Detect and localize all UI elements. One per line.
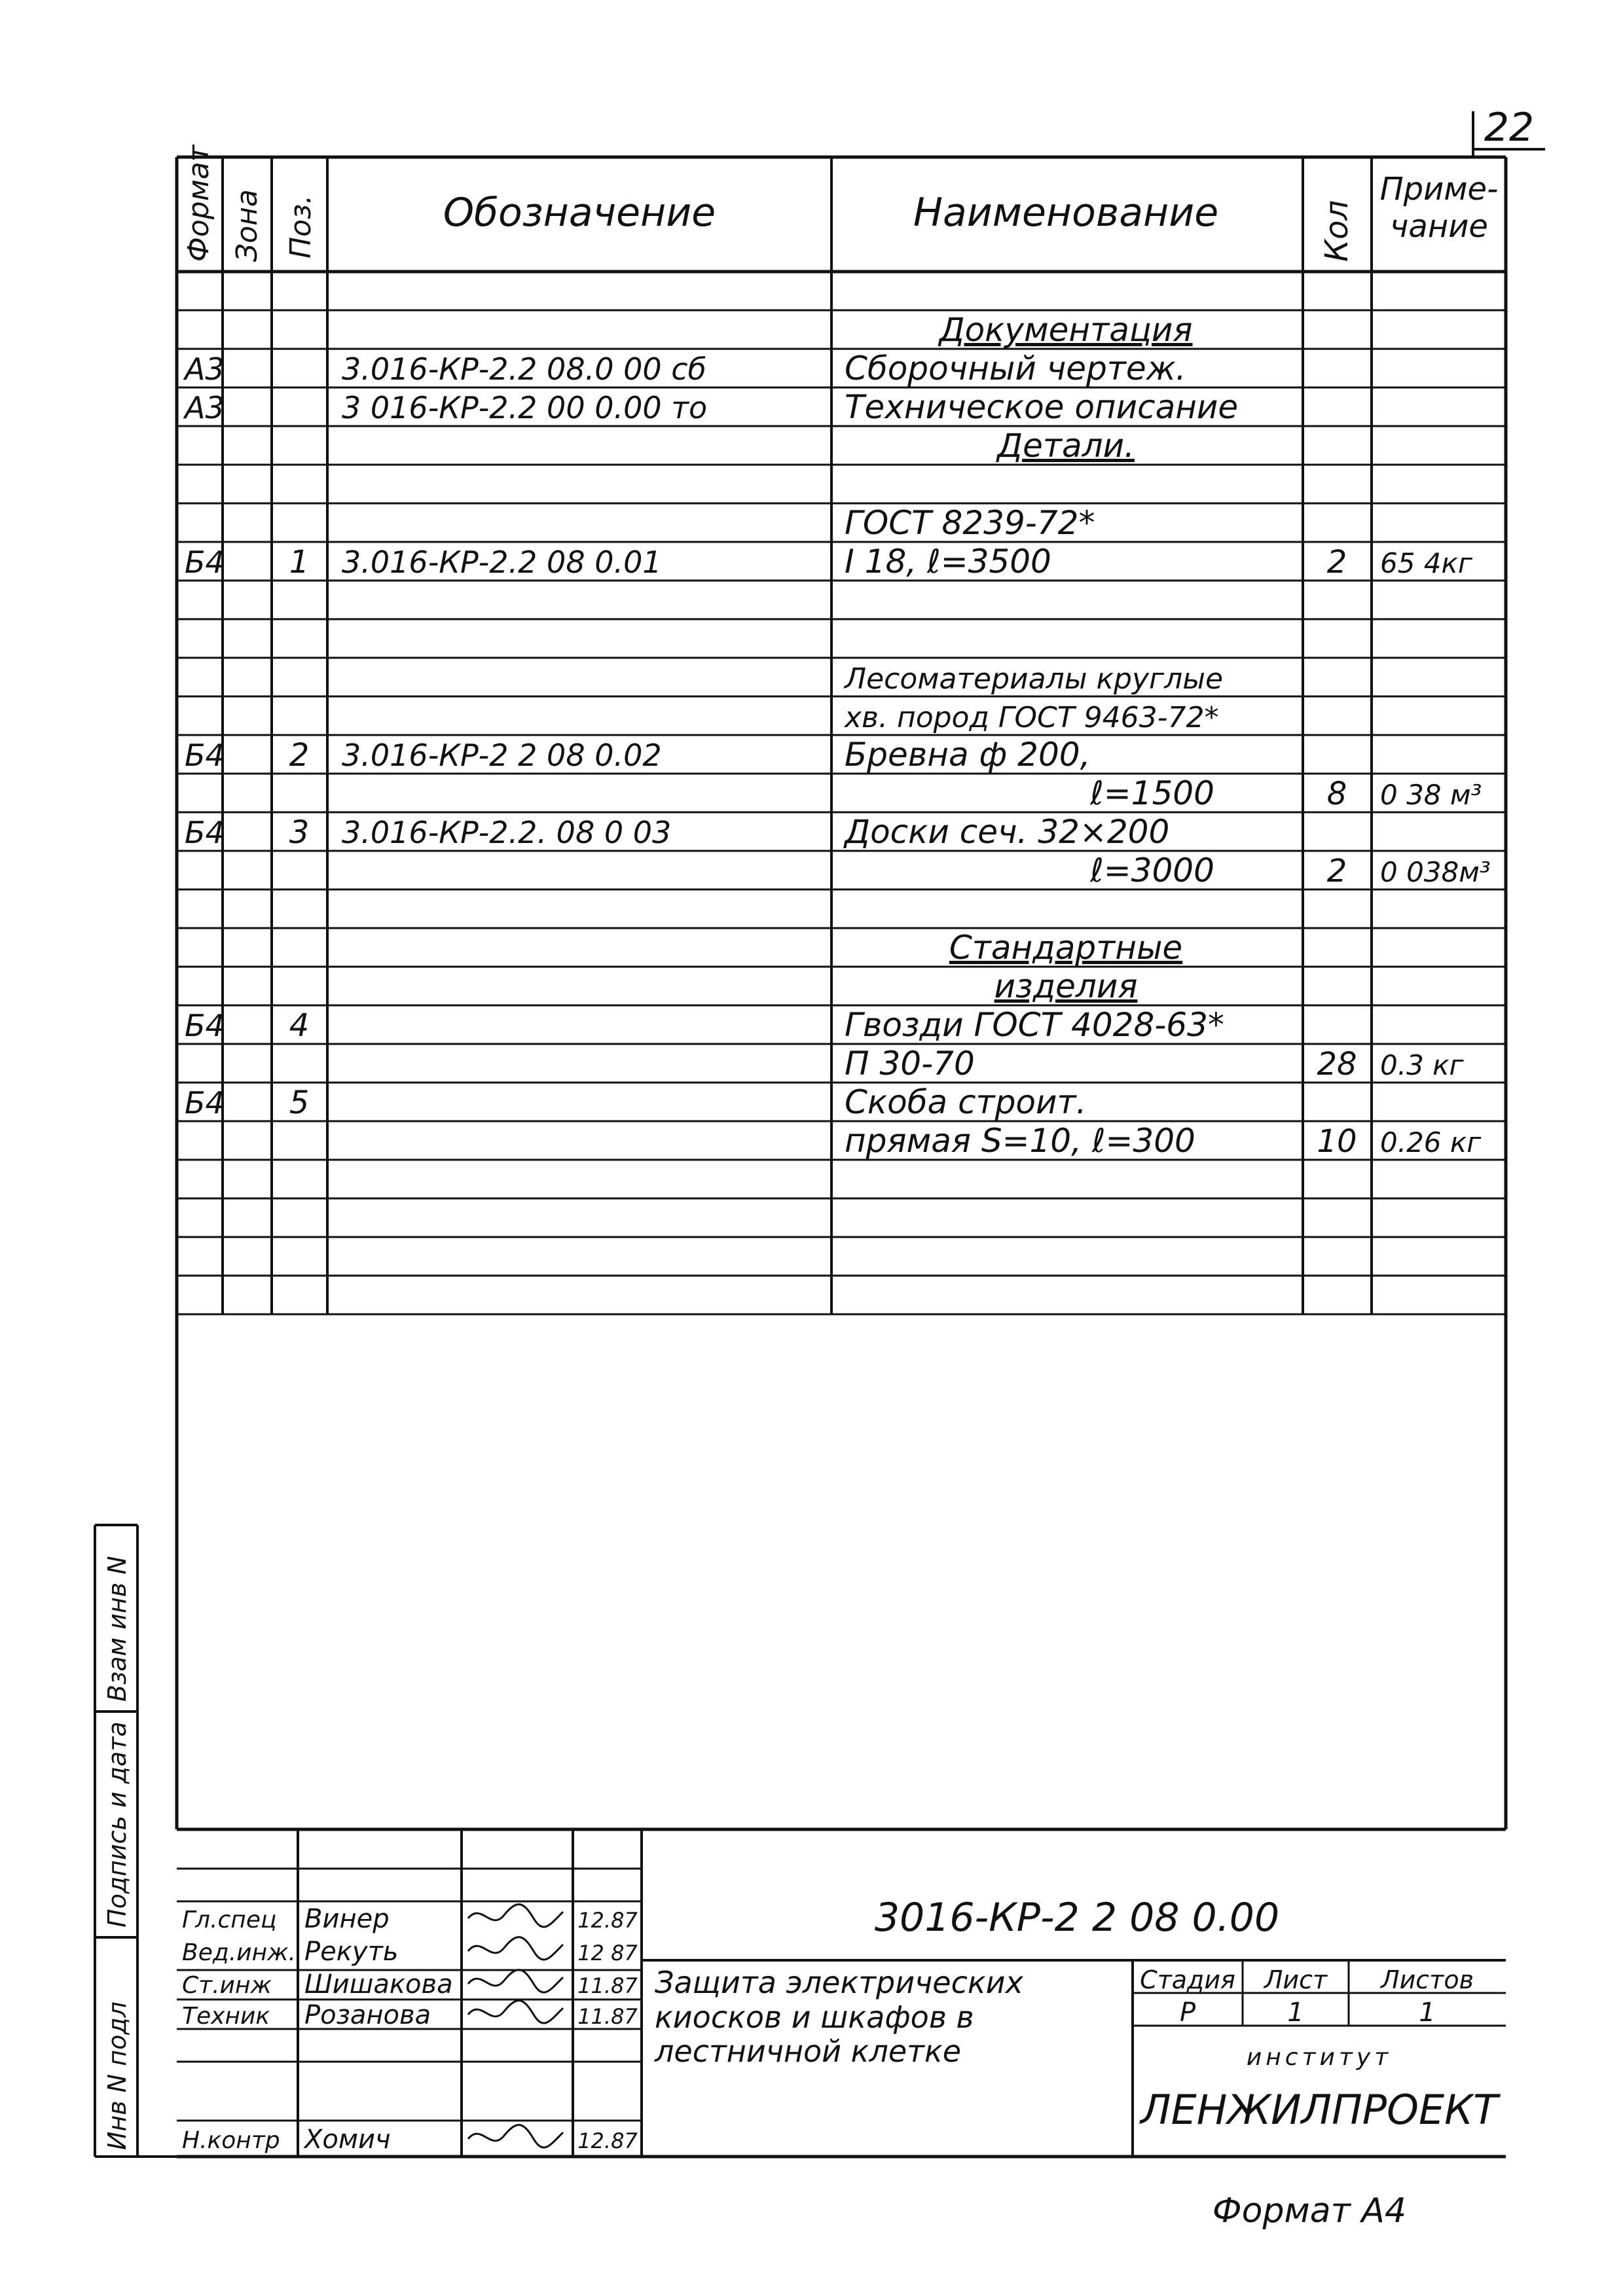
signer-date: 12.87 bbox=[577, 2128, 638, 2153]
stage-label: Стадия bbox=[1140, 1965, 1235, 1994]
row-name: хв. пород ГОСТ 9463-72* bbox=[845, 701, 1219, 734]
row-qty: 8 bbox=[1326, 776, 1347, 812]
sheet-label: Лист bbox=[1264, 1965, 1328, 1994]
row-name: Документация bbox=[939, 311, 1193, 349]
row-designation: 3.016-КР-2.2 08.0 00 сб bbox=[342, 351, 706, 387]
row-format: Б4 bbox=[185, 738, 225, 773]
signature-scribble bbox=[468, 1970, 563, 1993]
signer-name: Рекуть bbox=[304, 1937, 399, 1967]
signer-name: Розанова bbox=[304, 2000, 431, 2030]
row-note: 65 4кг bbox=[1380, 547, 1472, 579]
header-name: Наименование bbox=[913, 190, 1219, 236]
row-name: Скоба строит. bbox=[845, 1083, 1087, 1121]
row-name: изделия bbox=[994, 967, 1138, 1005]
row-pos: 1 bbox=[289, 544, 310, 581]
row-pos: 5 bbox=[289, 1085, 310, 1121]
sheet-number: 22 bbox=[1484, 105, 1535, 151]
row-name: Доски сеч. 32×200 bbox=[845, 813, 1170, 851]
row-note: 0 038м³ bbox=[1380, 856, 1491, 888]
row-format: Б4 bbox=[185, 1008, 225, 1043]
signer-name: Хомич bbox=[304, 2125, 391, 2155]
row-name: Техническое описание bbox=[845, 388, 1239, 426]
signature-scribble bbox=[468, 2125, 563, 2148]
sheets-value: 1 bbox=[1419, 1998, 1436, 2028]
header-zone: Зона bbox=[230, 189, 264, 262]
row-format: Б4 bbox=[185, 815, 225, 850]
row-name: Сборочный чертеж. bbox=[845, 350, 1186, 387]
header-note-1: Приме- bbox=[1379, 171, 1499, 207]
row-pos: 2 bbox=[289, 737, 310, 774]
signature-scribble bbox=[468, 2001, 563, 2024]
row-note: 0.26 кг bbox=[1380, 1126, 1482, 1158]
institute-name: ЛЕНЖИЛПРОЕКТ bbox=[1140, 2086, 1499, 2134]
row-name: Детали. bbox=[997, 427, 1135, 465]
header-pos: Поз. bbox=[284, 194, 318, 259]
row-format: Б4 bbox=[185, 545, 225, 580]
header-note-2: чание bbox=[1390, 208, 1488, 245]
row-name: П 30-70 bbox=[845, 1045, 975, 1083]
row-name: Бревна ф 200, bbox=[845, 736, 1091, 774]
signer-role: Техник bbox=[182, 2003, 270, 2030]
header-format: Формат bbox=[182, 145, 215, 262]
row-designation: 3.016-КР-2.2. 08 0 03 bbox=[342, 815, 672, 850]
row-designation: 3.016-КР-2 2 08 0.02 bbox=[342, 738, 662, 773]
row-format: А3 bbox=[185, 390, 225, 425]
institute-label: институт bbox=[1246, 2044, 1393, 2071]
header-designation: Обозначение bbox=[443, 190, 716, 236]
side-label-vzam: Взам инв N bbox=[103, 1556, 132, 1702]
row-pos: 3 bbox=[289, 814, 310, 851]
row-name: прямая S=10, ℓ=300 bbox=[845, 1122, 1195, 1160]
side-label-podpis: Подпись и дата bbox=[103, 1721, 132, 1928]
doc-title-2: киосков и шкафов в bbox=[655, 2000, 974, 2035]
doc-title-3: лестничной клетке bbox=[655, 2034, 962, 2069]
row-name: ℓ=3000 bbox=[1090, 852, 1214, 889]
row-name: ГОСТ 8239-72* bbox=[845, 504, 1095, 542]
row-designation: 3.016-КР-2.2 08 0.01 bbox=[342, 545, 662, 580]
sheet-value: 1 bbox=[1287, 1998, 1304, 2028]
row-name: I 18, ℓ=3500 bbox=[845, 543, 1051, 581]
signer-date: 12.87 bbox=[577, 1908, 638, 1933]
stage-value: Р bbox=[1179, 1998, 1196, 2028]
signer-role: Вед.инж. bbox=[182, 1939, 296, 1966]
row-qty: 2 bbox=[1326, 853, 1347, 889]
row-format: Б4 bbox=[185, 1085, 225, 1121]
sheets-label: Листов bbox=[1381, 1965, 1474, 1994]
signer-date: 11.87 bbox=[577, 1973, 638, 1998]
side-label-inv: Инв N подл bbox=[103, 2001, 132, 2150]
signer-role: Н.контр bbox=[182, 2127, 280, 2154]
signer-date: 11.87 bbox=[577, 2004, 638, 2029]
signer-name: Шишакова bbox=[304, 1969, 453, 2000]
row-name: ℓ=1500 bbox=[1090, 774, 1214, 812]
row-pos: 4 bbox=[289, 1007, 310, 1044]
signer-name: Винер bbox=[304, 1904, 390, 1934]
row-name: Стандартные bbox=[949, 929, 1183, 967]
row-note: 0.3 кг bbox=[1380, 1049, 1464, 1081]
signer-role: Гл.спец bbox=[182, 1907, 277, 1933]
doc-code: 3016-КР-2 2 08 0.00 bbox=[874, 1895, 1280, 1941]
row-qty: 2 bbox=[1326, 544, 1347, 581]
signature-scribble bbox=[468, 1905, 563, 1928]
doc-title-1: Защита электрических bbox=[655, 1965, 1023, 2000]
row-name: Лесоматериалы круглые bbox=[845, 662, 1224, 696]
row-qty: 10 bbox=[1317, 1123, 1357, 1160]
signer-role: Ст.инж bbox=[182, 1972, 272, 1999]
row-format: А3 bbox=[185, 351, 225, 387]
format-footer: Формат А4 bbox=[1212, 2191, 1407, 2231]
row-qty: 28 bbox=[1317, 1046, 1357, 1083]
row-note: 0 38 м³ bbox=[1380, 779, 1482, 811]
row-designation: 3 016-КР-2.2 00 0.00 то bbox=[342, 390, 708, 425]
signer-date: 12 87 bbox=[577, 1941, 638, 1965]
row-name: Гвозди ГОСТ 4028-63* bbox=[845, 1006, 1224, 1044]
signature-scribble bbox=[468, 1937, 563, 1960]
header-qty: Кол bbox=[1319, 200, 1355, 262]
